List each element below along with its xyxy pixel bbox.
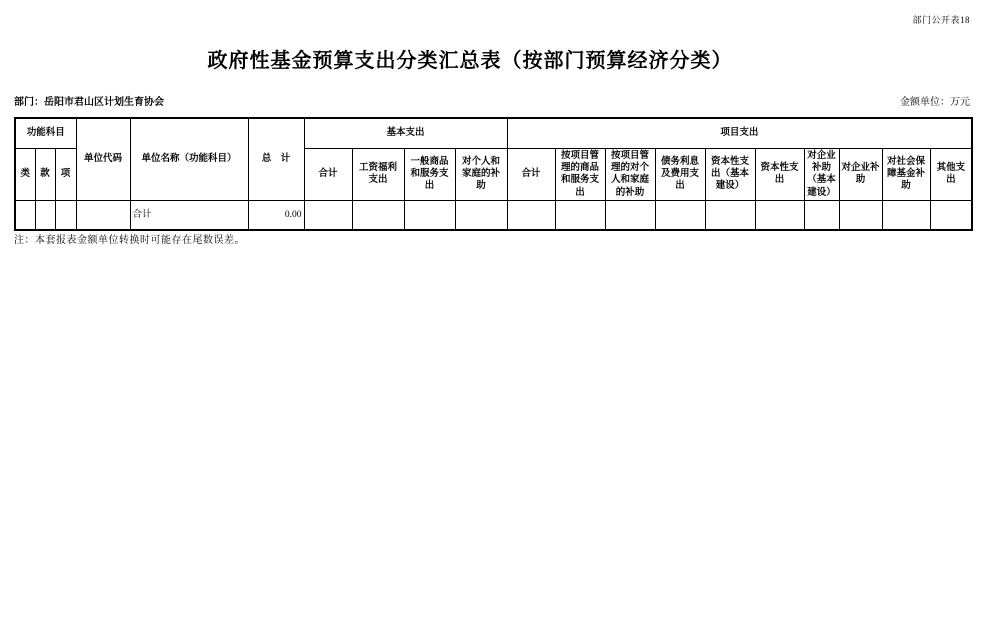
cell-project-goods-services — [555, 200, 605, 230]
cell-project-subtotal — [507, 200, 555, 230]
header-basic-expenditure-group: 基本支出 — [304, 118, 507, 148]
header-enterprise-subsidy-capital-construction: 对企业补助（基本建设） — [804, 148, 839, 200]
header-enterprise-subsidy: 对企业补助 — [839, 148, 882, 200]
header-basic-individual-family-subsidy: 对个人和家庭的补助 — [455, 148, 507, 200]
cell-capital-expenditure — [755, 200, 804, 230]
header-basic-goods-services: 一般商品和服务支出 — [404, 148, 455, 200]
header-social-security-fund-subsidy: 对社会保障基金补助 — [882, 148, 930, 200]
header-project-expenditure-group: 项目支出 — [507, 118, 972, 148]
header-subitem: 项 — [55, 148, 76, 200]
header-basic-subtotal: 合计 — [304, 148, 352, 200]
cell-unit-code — [76, 200, 130, 230]
header-project-goods-services: 按项目管理的商品和服务支出 — [555, 148, 605, 200]
cell-basic-goods-services — [404, 200, 455, 230]
cell-item — [35, 200, 55, 230]
cell-capital-expenditure-capital-construction — [705, 200, 755, 230]
cell-category — [15, 200, 35, 230]
table-row — [15, 200, 972, 230]
table-code: 部门公开表18 — [912, 15, 970, 25]
header-project-individual-family-subsidy: 按项目管理的对个人和家庭的补助 — [605, 148, 655, 200]
cell-subitem — [55, 200, 76, 230]
meta-row — [14, 93, 970, 108]
header-grand-total: 总 计 — [248, 118, 304, 200]
header-unit-code: 单位代码 — [76, 118, 130, 200]
amount-unit-label: 金额单位：万元 — [900, 97, 970, 108]
header-item: 款 — [35, 148, 55, 200]
cell-enterprise-subsidy-capital-construction — [804, 200, 839, 230]
header-capital-expenditure-capital-construction: 资本性支出（基本建设） — [705, 148, 755, 200]
footnote: 注：本套报表金额单位转换时可能存在尾数误差。 — [14, 235, 245, 246]
cell-social-security-fund-subsidy — [882, 200, 930, 230]
cell-unit-name: 合计 — [130, 200, 248, 230]
header-functional-subject: 功能科目 — [15, 118, 76, 148]
department-label: 部门：岳阳市君山区计划生育协会 — [14, 97, 164, 108]
budget-table — [14, 117, 973, 231]
header-capital-expenditure: 资本性支出 — [755, 148, 804, 200]
header-other-expenditure: 其他支出 — [930, 148, 972, 200]
cell-grand-total: 0.00 — [248, 200, 304, 230]
cell-other-expenditure — [930, 200, 972, 230]
cell-debt-interest-fees — [655, 200, 705, 230]
cell-project-individual-family-subsidy — [605, 200, 655, 230]
header-project-subtotal: 合计 — [507, 148, 555, 200]
header-debt-interest-fees: 债务利息及费用支出 — [655, 148, 705, 200]
cell-enterprise-subsidy — [839, 200, 882, 230]
cell-basic-individual-family-subsidy — [455, 200, 507, 230]
cell-basic-subtotal — [304, 200, 352, 230]
header-basic-wages-welfare: 工资福利支出 — [352, 148, 404, 200]
page-title: 政府性基金预算支出分类汇总表（按部门预算经济分类） — [207, 50, 733, 72]
header-unit-name: 单位名称（功能科目） — [130, 118, 248, 200]
cell-basic-wages-welfare — [352, 200, 404, 230]
header-category: 类 — [15, 148, 35, 200]
